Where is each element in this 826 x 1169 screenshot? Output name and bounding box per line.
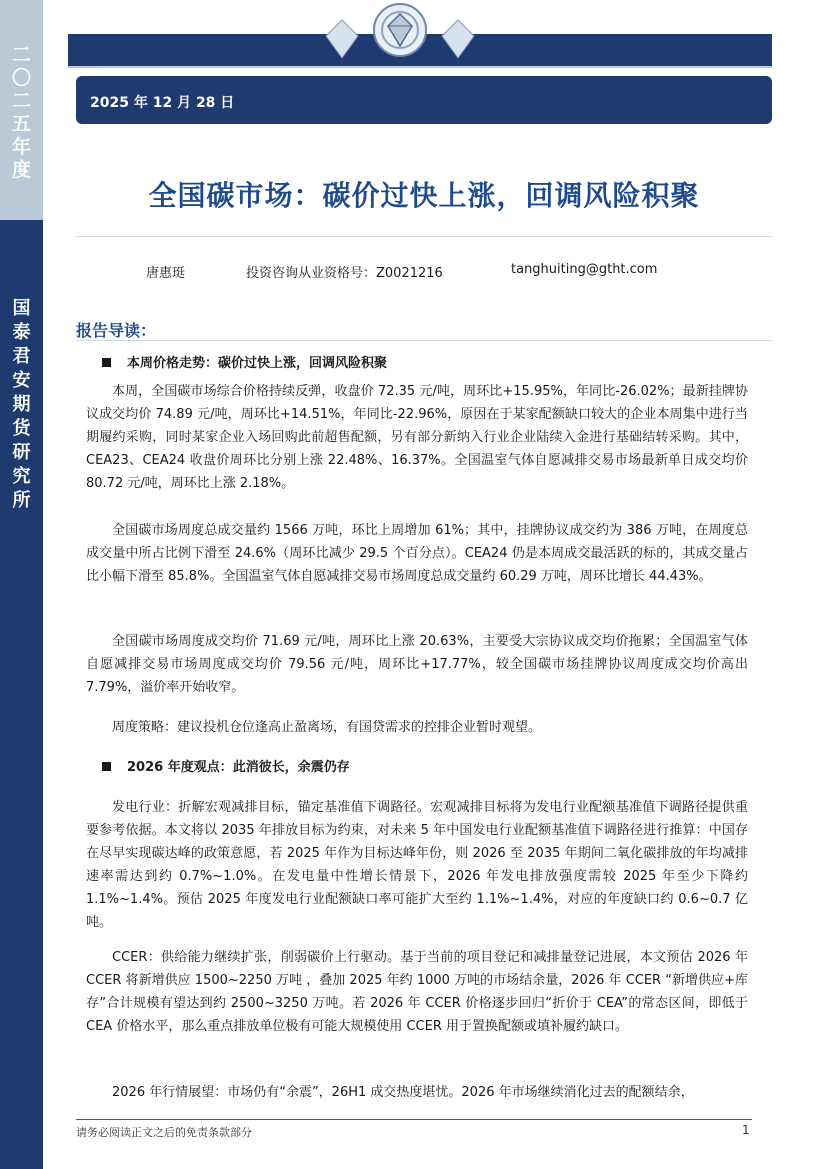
sidebar-company-char: 货 <box>12 418 31 439</box>
section-heading <box>102 352 387 371</box>
sidebar-company-char: 君 <box>12 346 31 367</box>
body-paragraph: 全国碳市场周度成交均价 71.69 元/吨，周环比上涨 20.63%，主要受大宗协议成交均价拖累；全国温室气体自愿减排交易市场周度成交均价 79.56 元/吨，周环比+17.77%，较全国碳市场挂牌协议周度成交均价高出 7.79%，溢价率开始收窄。 <box>86 634 748 695</box>
sidebar-year-char: 度 <box>11 159 31 181</box>
page-number: 1 <box>742 1123 750 1137</box>
footer-disclaimer: 请务必阅读正文之后的免责条款部分 <box>76 1126 252 1139</box>
sidebar-company-char: 国 <box>12 298 31 319</box>
sidebar-year-char: 二 <box>11 90 31 112</box>
sidebar <box>0 0 43 1169</box>
sidebar-company-char: 安 <box>12 370 31 391</box>
square-bullet-icon <box>102 762 111 771</box>
body-paragraph: 周度策略：建议投机仓位逢高止盈离场，有国贷需求的控排企业暂时观望。 <box>112 720 542 735</box>
sidebar-company-vertical <box>0 300 43 516</box>
guide-divider <box>76 340 772 341</box>
section-heading-text: 本周价格走势：碳价过快上涨，回调风险积聚 <box>127 356 388 371</box>
sidebar-company-char: 研 <box>12 442 31 463</box>
author-row <box>76 262 772 280</box>
author-email[interactable]: tanghuiting@gtht.com <box>511 262 658 277</box>
body-paragraph: CCER：供给能力继续扩张，削弱碳价上行驱动。基于当前的项目登记和减排量登记进展，本文预估 2026 年 CCER 将新增供应 1500~2250 万吨 ，叠加 2025 年约 1000 万吨的市场结余量，2026 年 CCER “新增供应+库存”合计规模有望达到约 2500~3250 万吨。若 2026 年 CCER 价格逐步回归“折价于 CEA”的常态区间，即低于 CEA 价格水平，那么重点排放单位极有可能大规模使用 CCER 用于置换配额或填补履约缺口。 <box>86 950 748 1034</box>
sidebar-year-char: 五 <box>11 113 31 135</box>
sidebar-year-char: 年 <box>11 136 31 158</box>
report-title: 全国碳市场：碳价过快上涨，回调风险积聚 <box>148 179 700 212</box>
body-paragraph: 发电行业：折解宏观减排目标，锚定基准值下调路径。宏观减排目标将为发电行业配额基准值下调路径提供重要参考依据。本文将以 2035 年排放目标为约束，对未来 5 年中国发电行业配额基准值下调路径进行推算：中国存在尽早实现碳达峰的政策意愿，若 2025 年作为目标达峰年份，则 2026 至 2035 年期间二氧化碳排放的年均减排速率需达到约 0.7%~1.0%。在发电量中性增长情景下，2026 年发电排放强度需较 2025 年至少下降约 1.1%~1.4%。预估 2025 年度发电行业配额缺口率可能扩大至约 1.1%~1.4%，对应的年度缺口约 0.6~0.7 亿吨。 <box>86 800 748 930</box>
sidebar-company-char: 所 <box>12 490 31 511</box>
body-paragraph: 全国碳市场周度总成交量约 1566 万吨，环比上周增加 61%；其中，挂牌协议成交约为 386 万吨，在周度总成交量中所占比例下滑至 24.6%（周环比减少 29.5 个百分点）。CEA24 仍是本周成交最活跃的标的，其成交量占比小幅下滑至 85.8%。全国温室气体自愿减排交易市场周度总成交量约 60.29 万吨，周环比增长 44.43%。 <box>86 523 748 584</box>
body-paragraph: 2026 年行情展望：市场仍有“余震”，26H1 成交热度堪忧。2026 年市场继续消化过去的配额结余， <box>112 1085 694 1100</box>
body-paragraph: 本周，全国碳市场综合价格持续反弹，收盘价 72.35 元/吨，周环比+15.95%，年同比-26.02%；最新挂牌协议成交均价 74.89 元/吨，周环比+14.51%，年同比-22.96%，原因在于某家配额缺口较大的企业本周集中进行当期履约采购，同时某家企业入场回购此前超售配额，另有部分新纳入行业企业陆续入金进行基础结转采购。其中，CEA23、CEA24 收盘价周环比分别上涨 22.48%、16.37%。全国温室气体自愿减排交易市场最新单日成交均价 80.72 元/吨，周环比上涨 2.18%。 <box>86 384 748 491</box>
report-guide-heading: 报告导读： <box>76 321 157 340</box>
square-bullet-icon <box>102 358 111 367</box>
sidebar-year-char: 二 <box>11 44 31 66</box>
header-band-stripe <box>68 66 772 68</box>
report-date: 2025 年 12 月 28 日 <box>90 95 235 111</box>
author-name: 唐惠珽 <box>146 266 186 281</box>
diamond-emblem-icon <box>320 2 480 64</box>
sidebar-company-char: 期 <box>12 394 31 415</box>
sidebar-year-vertical <box>0 46 43 184</box>
title-divider <box>76 236 772 237</box>
author-certificate: 投资咨询从业资格号：Z0021216 <box>246 266 443 281</box>
section-heading-text: 2026 年度观点：此消彼长，余震仍存 <box>127 760 350 775</box>
sidebar-company-char: 泰 <box>12 322 31 343</box>
footer-divider <box>76 1119 752 1120</box>
date-bar <box>76 76 772 124</box>
sidebar-year-char: 〇 <box>11 67 31 89</box>
sidebar-company-char: 究 <box>12 466 31 487</box>
section-heading <box>102 756 350 775</box>
